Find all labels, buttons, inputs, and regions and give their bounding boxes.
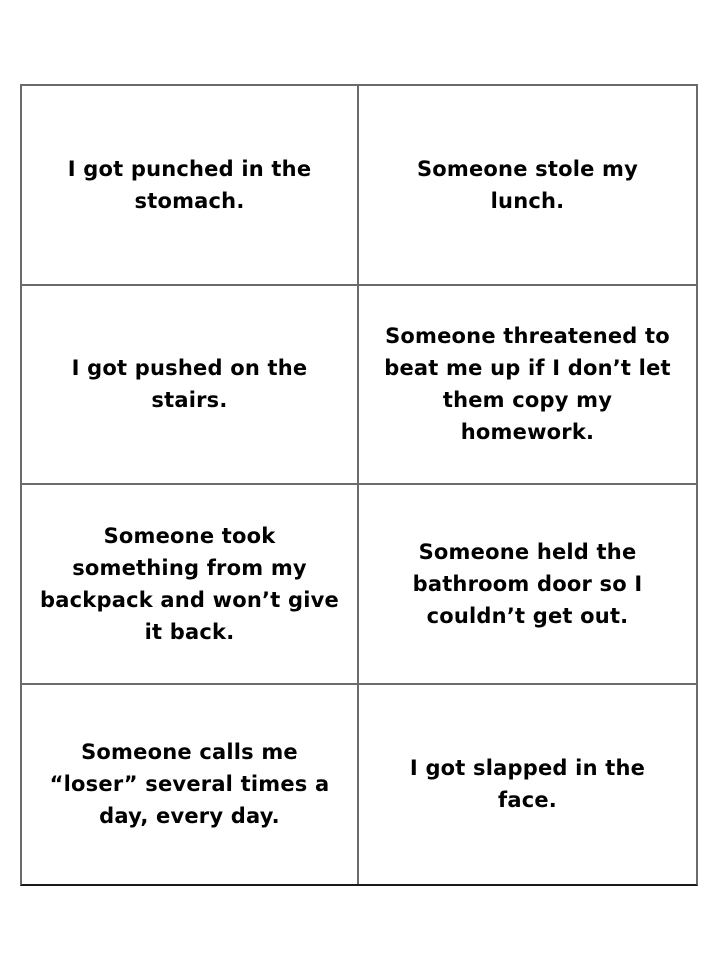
card-cell-r2c2 — [359, 286, 696, 486]
card-cell-r1c2 — [359, 86, 696, 286]
card-text-r3c2: Someone held the bathroom door so I couldn’t get out. — [412, 539, 643, 628]
card-cell-r4c2 — [359, 685, 696, 885]
card-text-r4c1: Someone calls me “loser” several times a day, every day. — [49, 740, 330, 829]
card-cell-r2c1 — [22, 286, 359, 486]
card-text-r3c1: Someone took something from my backpack and won’t give it back. — [40, 523, 339, 644]
card-cell-r4c1 — [22, 685, 359, 885]
card-text-r2c1: I got pushed on the stairs. — [71, 356, 308, 413]
scenario-cards-table — [20, 84, 698, 886]
card-text-r1c1: I got punched in the stomach. — [67, 156, 312, 213]
card-text-r1c2: Someone stole my lunch. — [416, 156, 639, 213]
card-text-r4c2: I got slapped in the face. — [409, 756, 646, 813]
card-cell-r3c1 — [22, 485, 359, 685]
card-cell-r1c1 — [22, 86, 359, 286]
card-cell-r3c2 — [359, 485, 696, 685]
card-text-r2c2: Someone threatened to beat me up if I don’t let them copy my homework. — [384, 324, 671, 445]
